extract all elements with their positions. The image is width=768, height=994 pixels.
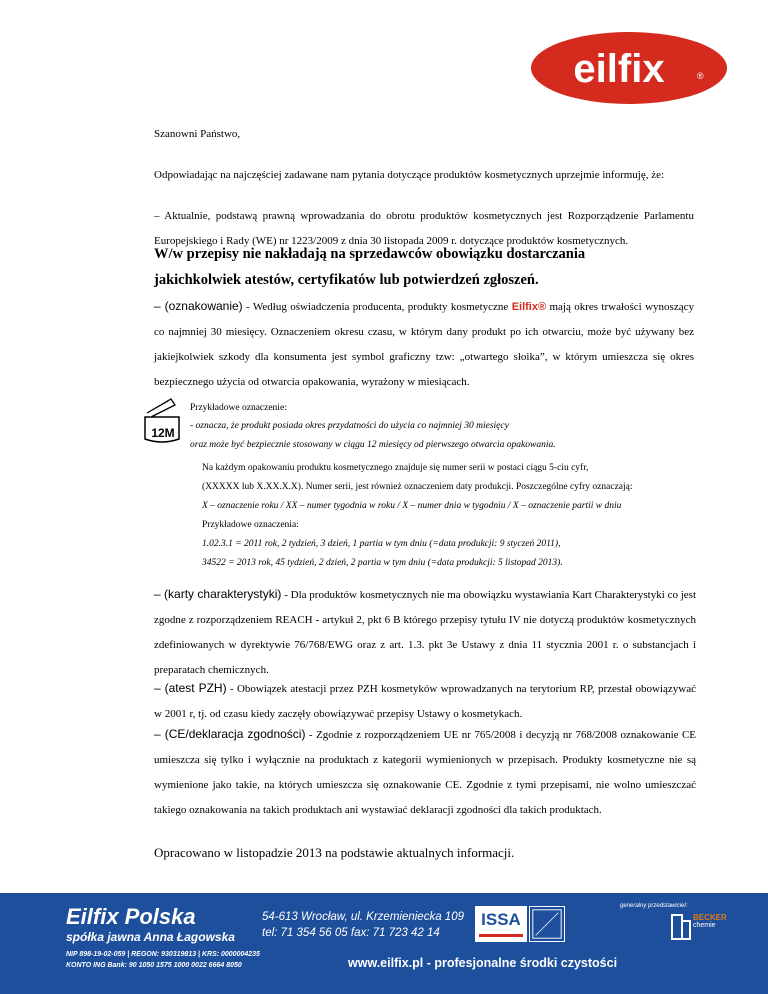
paragraph-safety-sheets (154, 582, 696, 683)
piggc-logo-icon (529, 906, 565, 942)
footer-phone: tel: 71 354 56 05 fax: 71 723 42 14 (262, 927, 440, 939)
closing-note: Opracowano w listopadzie 2013 na podstawie aktualnych informacji. (154, 845, 515, 860)
open-jar-label: 12M (151, 426, 175, 440)
becker-mark-icon (670, 913, 692, 941)
paragraph-legal-basis: – Aktualnie, podstawą prawną wprowadzania do obrotu produktów kosmetycznych jest Rozporządzenie Parlamentu Europejskiego i Rady (WE) nr 1223/2009 z dnia 30 listopada 2009 r. dotyczące produktów kosmetycznych. (154, 210, 694, 247)
ce-lead: – (CE/deklaracja zgodności) (154, 727, 306, 741)
serial-line5: 1.02.3.1 = 2011 rok, 2 tydzień, 3 dzień, 1 partia w tym dniu (=data produkcji: 9 styczeń 2011), (202, 539, 561, 549)
labeling-lead: – (oznakowanie) (154, 299, 243, 313)
example-line1: - oznacza, że produkt posiada okres przydatności do użycia co najmniej 30 miesięcy (190, 421, 509, 431)
serial-line3: X – oznaczenie roku / XX – numer tygodnia w roku / X – numer dnia w tygodniu / X – oznaczenie partii w dniu (202, 501, 622, 511)
svg-text:®: ® (697, 71, 704, 81)
footer-registration: NIP 898-19-02-059 | REGON: 930319813 | KRS: 0000004235 (66, 951, 260, 958)
becker-sub: chemie (693, 922, 716, 929)
issa-logo-text: ISSA (481, 910, 521, 929)
example-title: Przykładowe oznaczenie: (190, 403, 287, 413)
paragraph-ce (154, 722, 696, 823)
general-representative-label: generalny przedstawiciel: (620, 903, 688, 909)
bold-statement-line1: W/w przepisy nie nakładają na sprzedawców obowiązku dostarczania (154, 246, 586, 262)
labeling-text-b: mają okres trwałości wynoszący co najmniej 30 miesięcy. Oznaczeniem okresu czasu, w którym dany produkt po ich otwarciu, może być używany bez jakiejkolwiek szkody dla konsumenta jest symbol graficzny tzw: „otwartego słoika”, w którym umieszcza się okres bezpiecznego użycia od otwarcia opakowania, wyrażony w miesiącach. (154, 301, 694, 388)
intro: Odpowiadając na najczęściej zadawane nam pytania dotyczące produktów kosmetycznych uprzejmie informuję, że: (154, 169, 665, 181)
footer-address: 54-613 Wrocław, ul. Krzemieniecka 109 (262, 911, 464, 923)
greeting: Szanowni Państwo, (154, 128, 241, 140)
footer-company-name: Eilfix Polska (66, 904, 196, 929)
safety-sheets-text: - Dla produktów kosmetycznych nie ma obowiązku wystawiania Kart Charakterystyki co jest zgodne z rozporządzeniem REACH - artykuł 2, pkt 6 B którego przepisy tytułu IV nie dotyczą produktów kosmetycznych zdefiniowanych w dyrektywie 76/768/EWG oraz z art. 1.3. pkt 3e Ustawy z dnia 11 stycznia 2001 r. o substancjach i preparatach chemicznych. (154, 589, 697, 676)
safety-sheets-lead: – (karty charakterystyki) (154, 587, 282, 601)
ce-text: - Zgodnie z rozporządzeniem UE nr 765/2008 i decyzją nr 768/2008 oznakowanie CE umieszcza się tylko i wyłącznie na produktach z kategorii wymienionych w przepisach. Produkty kosmetyczne nie są wymienione jako takie, na których umieszcza się oznakowanie CE. Zgodnie z tymi przepisami, nie wolno umieszczać takiego oznakowania na takich produktach ani wystawiać deklaracji zgodności dla takich produktach. (154, 729, 697, 816)
serial-line2: (XXXXX lub X.XX.X.X). Numer serii, jest również oznaczeniem daty produkcji. Poszczególne cyfry oznaczają: (202, 482, 633, 492)
footer-website: www.eilfix.pl - profesjonalne środki czystości (348, 956, 618, 970)
serial-line6: 34522 = 2013 rok, 45 tydzień, 2 dzień, 2 partia w tym dniu (=data produkcji: 5 listopad 2013). (202, 558, 563, 568)
example-line2: oraz może być bezpiecznie stosowany w ciągu 12 miesięcy od pierwszego otwarcia opakowania. (190, 440, 556, 450)
labeling-text-a: - Według oświadczenia producenta, produkty kosmetyczne (242, 301, 512, 313)
eilfix-logo (529, 30, 729, 106)
svg-text:eilfix: eilfix (573, 47, 665, 91)
pzh-text: - Obowiązek atestacji przez PZH kosmetyków wprowadzanych na terytorium RP, przestał obowiązywać w 2001 r, tj. od czasu kiedy zaczęły obowiązywać przepisy Ustawy o kosmetykach. (154, 683, 696, 720)
pzh-lead: – (atest PZH) (154, 681, 227, 695)
issa-logo (475, 906, 527, 942)
footer-company-sub: spółka jawna Anna Łagowska (66, 930, 235, 944)
becker-logo (693, 913, 733, 943)
becker-name: BECKER (693, 913, 727, 922)
bold-statement-line2: jakichkolwiek atestów, certyfikatów lub potwierdzeń zgłoszeń. (154, 272, 539, 288)
footer-bank: KONTO ING Bank: 90 1050 1575 1000 0022 6664 8050 (66, 962, 242, 969)
paragraph-pzh (154, 676, 696, 727)
eilfix-brand-mark: Eilfix® (511, 301, 547, 313)
serial-line1: Na każdym opakowaniu produktu kosmetycznego znajduje się numer serii w postaci ciągu 5-ciu cyfr, (202, 463, 589, 473)
paragraph-labeling (154, 294, 694, 395)
serial-line4: Przykładowe oznaczenia: (202, 520, 299, 530)
